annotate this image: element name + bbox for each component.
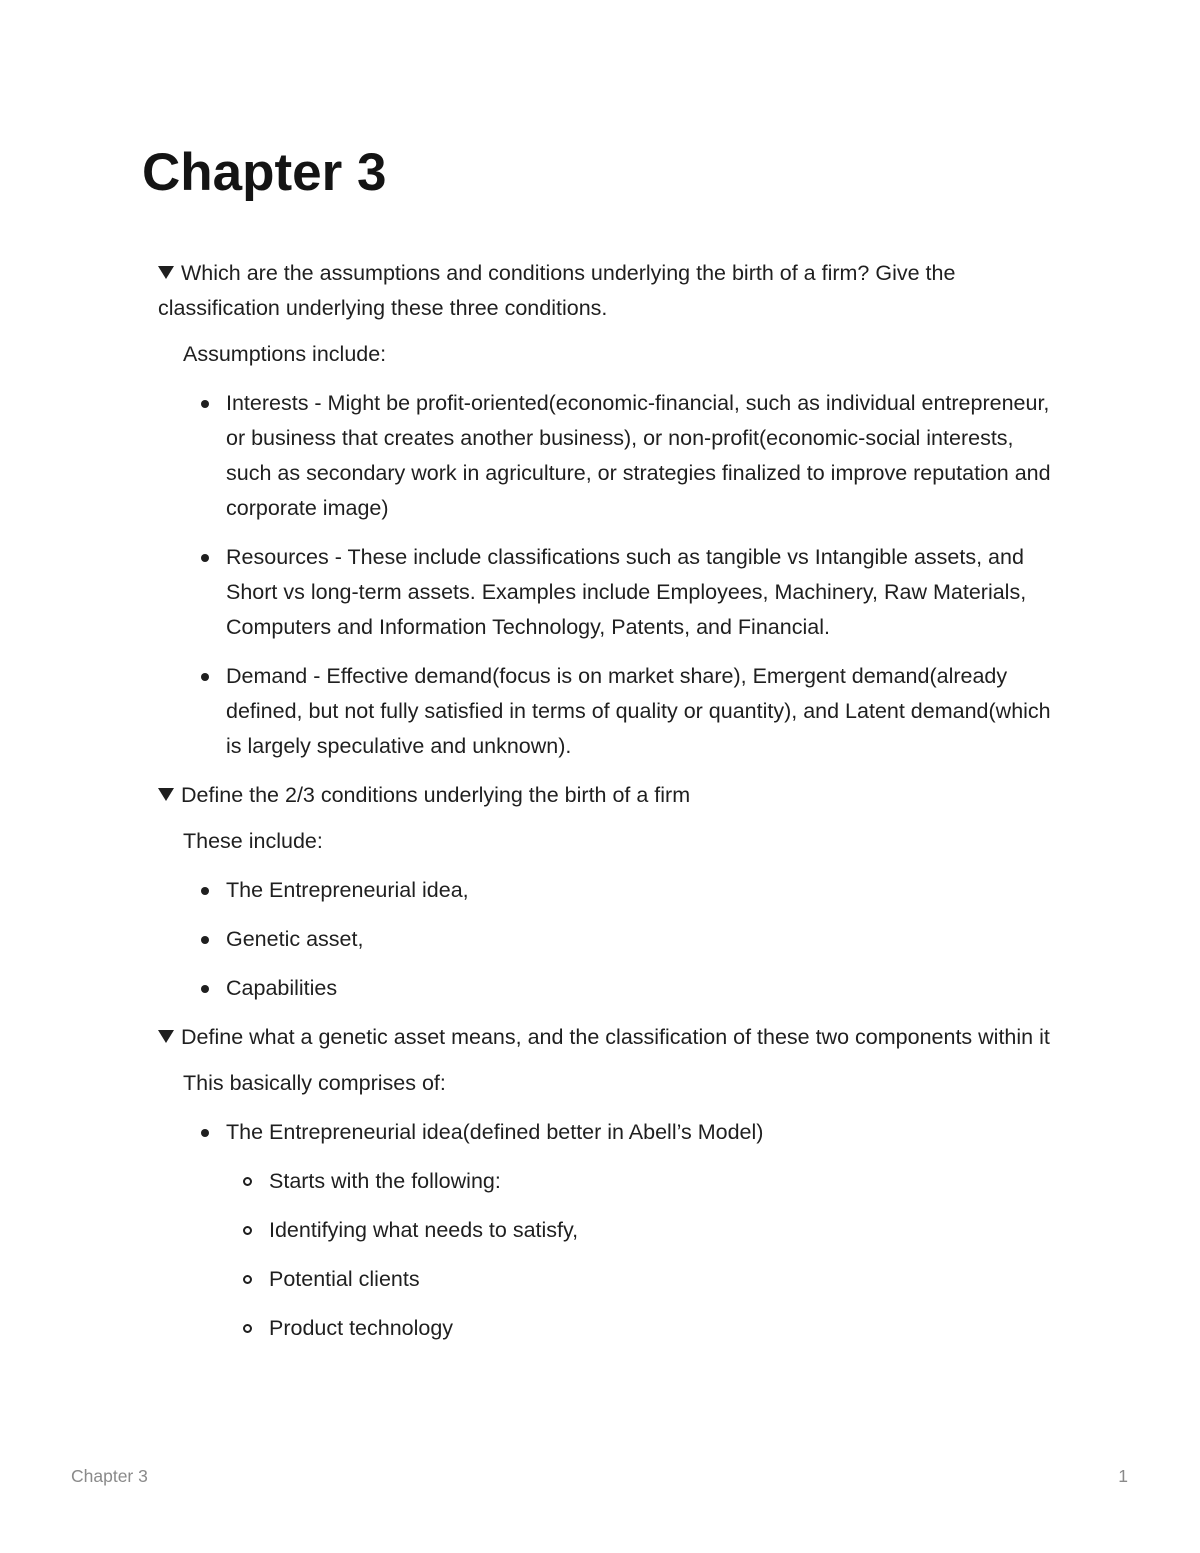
answer-intro: This basically comprises of:	[183, 1071, 446, 1095]
page-content	[158, 256, 1063, 1360]
toggle-block-assumptions[interactable]	[158, 256, 1063, 764]
toggle-block-conditions[interactable]	[158, 778, 1063, 1006]
toggle-answer	[183, 337, 1063, 764]
sub-list-item: Potential clients	[269, 1262, 1063, 1297]
question-text: Define what a genetic asset means, and the classification of these two components within it	[181, 1025, 1050, 1049]
list-item	[226, 1115, 1063, 1346]
toggle-answer	[183, 1066, 1063, 1346]
list-item: Interests - Might be profit-oriented(economic-financial, such as individual entrepreneur, or business that creates another business), or non-profit(economic-social interests, such as secondary work in agriculture, or strategies finalized to improve reputation and corporate image)	[226, 386, 1063, 526]
list-item: Demand - Effective demand(focus is on market share), Emergent demand(already defined, but not fully satisfied in terms of quality or quantity), and Latent demand(which is largely speculative and unknown).	[226, 659, 1063, 764]
triangle-down-icon[interactable]	[158, 1030, 174, 1043]
sub-bullet-list	[226, 1164, 1063, 1346]
list-item-text: The Entrepreneurial idea(defined better in Abell’s Model)	[226, 1120, 764, 1144]
list-item: The Entrepreneurial idea,	[226, 873, 1063, 908]
list-item: Resources - These include classifications such as tangible vs Intangible assets, and Short vs long-term assets. Examples include Employees, Machinery, Raw Materials, Computers and Information Technology, Patents, and Financial.	[226, 540, 1063, 645]
bullet-list	[183, 386, 1063, 764]
triangle-down-icon[interactable]	[158, 788, 174, 801]
footer-chapter-label: Chapter 3	[71, 1466, 148, 1486]
list-item: Capabilities	[226, 971, 1063, 1006]
footer-page-number: 1	[1118, 1466, 1128, 1486]
toggle-answer	[183, 824, 1063, 1006]
question-text: Define the 2/3 conditions underlying the birth of a firm	[181, 783, 691, 807]
bullet-list	[183, 873, 1063, 1006]
triangle-down-icon[interactable]	[158, 266, 174, 279]
toggle-question[interactable]	[158, 256, 1063, 326]
sub-list-item: Product technology	[269, 1311, 1063, 1346]
question-text: Which are the assumptions and conditions underlying the birth of a firm? Give the classification underlying these three conditions.	[158, 261, 956, 320]
sub-list-item: Identifying what needs to satisfy,	[269, 1213, 1063, 1248]
list-item: Genetic asset,	[226, 922, 1063, 957]
bullet-list	[183, 1115, 1063, 1346]
answer-intro: Assumptions include:	[183, 342, 387, 366]
sub-list-item: Starts with the following:	[269, 1164, 1063, 1199]
toggle-block-genetic-asset[interactable]	[158, 1020, 1063, 1346]
answer-intro: These include:	[183, 829, 323, 853]
toggle-question[interactable]	[158, 1020, 1063, 1055]
page-title: Chapter 3	[142, 143, 387, 202]
toggle-question[interactable]	[158, 778, 1063, 813]
